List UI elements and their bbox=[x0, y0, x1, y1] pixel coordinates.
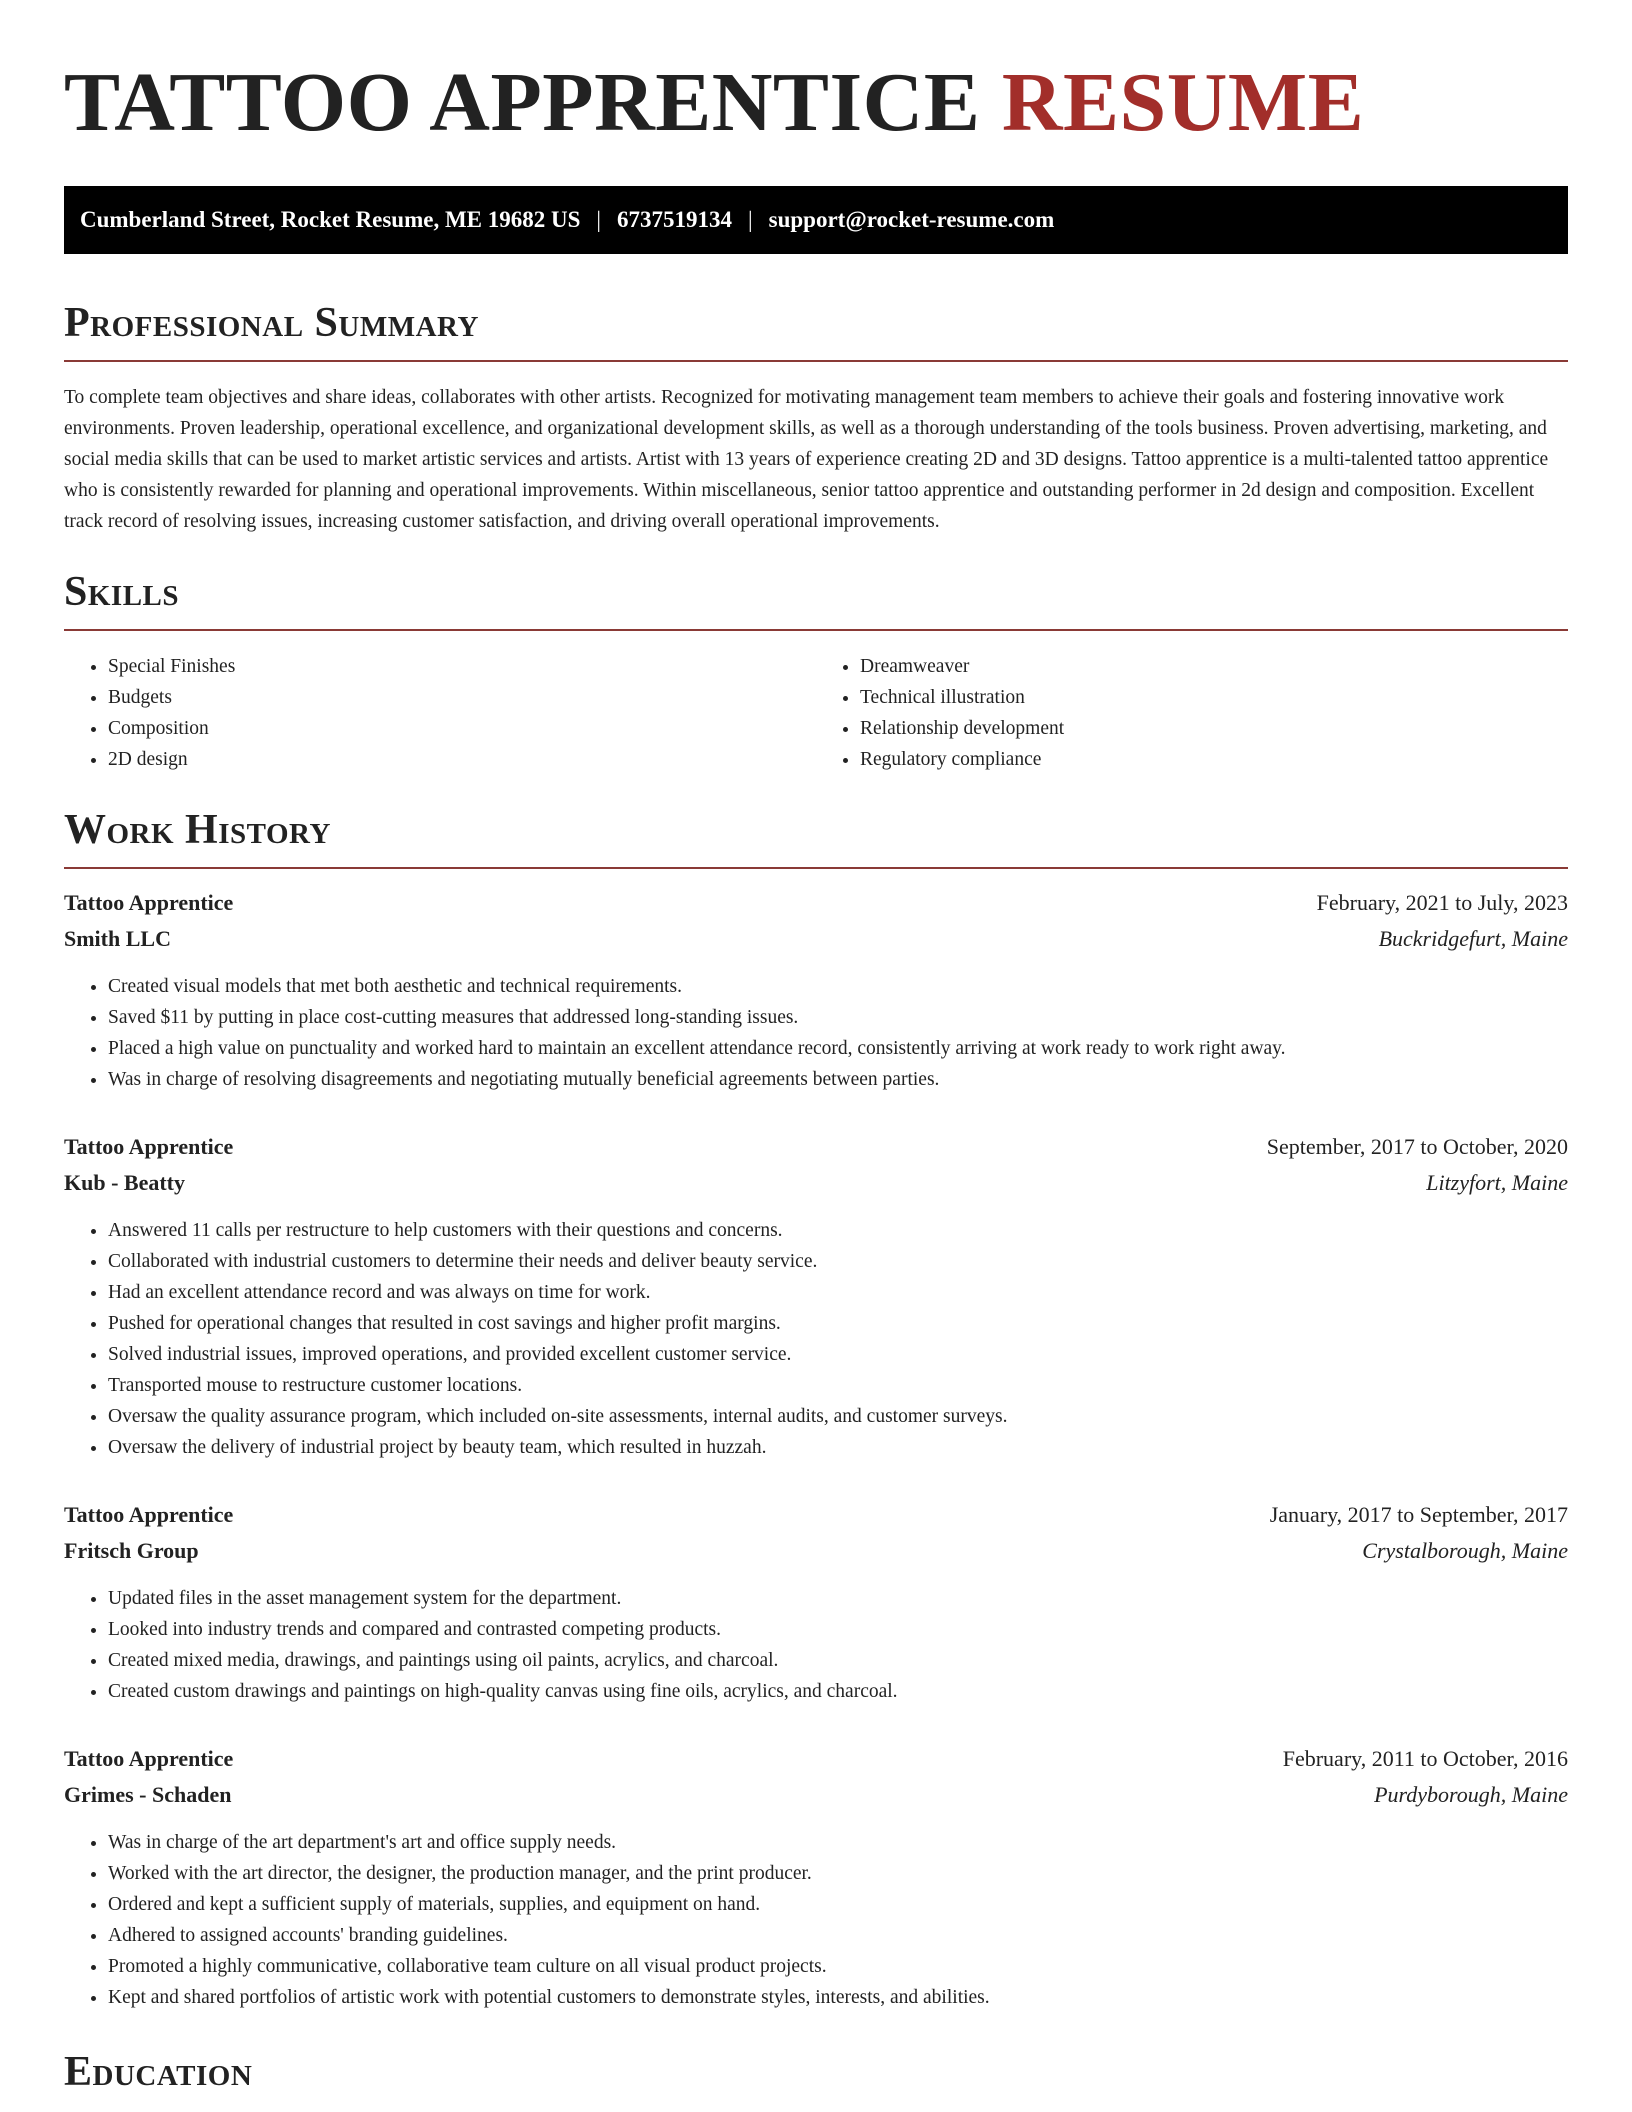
resume-title bbox=[64, 50, 1568, 156]
skill-item: • Special Finishes bbox=[108, 651, 816, 682]
work-history-section bbox=[64, 805, 1568, 2013]
job-bullet: • Saved $11 by putting in place cost-cutting measures that addressed long-standing issues. bbox=[108, 1002, 1568, 1033]
job-header-row bbox=[64, 1741, 1568, 1777]
job-bullet: • Placed a high value on punctuality and worked hard to maintain an excellent attendance record, consistently arriving at work ready to work right away. bbox=[108, 1033, 1568, 1064]
job-bullet: • Looked into industry trends and compared and contrasted competing products. bbox=[108, 1614, 1568, 1645]
job-bullet: • Had an excellent attendance record and was always on time for work. bbox=[108, 1277, 1568, 1308]
skill-item: • Relationship development bbox=[860, 713, 1568, 744]
job-bullets bbox=[64, 1215, 1568, 1463]
job-bullet: • Kept and shared portfolios of artistic work with potential customers to demonstrate styles, interests, and abilities. bbox=[108, 1982, 1568, 2013]
contact-address: Cumberland Street, Rocket Resume, ME 19682 US bbox=[80, 207, 581, 232]
job-company-row bbox=[64, 1533, 1568, 1569]
job-bullet: • Oversaw the delivery of industrial project by beauty team, which resulted in huzzah. bbox=[108, 1432, 1568, 1463]
job-bullets bbox=[64, 1827, 1568, 2013]
job-bullet: • Answered 11 calls per restructure to help customers with their questions and concerns. bbox=[108, 1215, 1568, 1246]
work-history-heading: Work History bbox=[64, 807, 331, 853]
job-entry bbox=[64, 1497, 1568, 1707]
contact-separator: | bbox=[596, 207, 602, 232]
job-title: Tattoo Apprentice bbox=[64, 1134, 234, 1159]
job-bullet: • Worked with the art director, the designer, the production manager, and the print producer. bbox=[108, 1858, 1568, 1889]
job-bullet: • Ordered and kept a sufficient supply of materials, supplies, and equipment on hand. bbox=[108, 1889, 1568, 1920]
summary-section bbox=[64, 298, 1568, 537]
job-header-row bbox=[64, 1129, 1568, 1165]
skills-heading: Skills bbox=[64, 569, 180, 615]
job-company: Fritsch Group bbox=[64, 1538, 199, 1563]
title-main: TATTOO APPRENTICE bbox=[64, 56, 1002, 149]
job-dates: January, 2017 to September, 2017 bbox=[1269, 1502, 1568, 1527]
skills-columns bbox=[64, 651, 1568, 775]
job-dates: September, 2017 to October, 2020 bbox=[1266, 1134, 1568, 1159]
job-entry bbox=[64, 1129, 1568, 1463]
job-company: Kub - Beatty bbox=[64, 1170, 185, 1195]
job-company-row bbox=[64, 1777, 1568, 1813]
job-bullet: • Adhered to assigned accounts' branding guidelines. bbox=[108, 1920, 1568, 1951]
skill-item: • 2D design bbox=[108, 744, 816, 775]
contact-bar bbox=[64, 186, 1568, 254]
job-title: Tattoo Apprentice bbox=[64, 1502, 234, 1527]
summary-text: To complete team objectives and share ideas, collaborates with other artists. Recognized for motivating management team members to achieve their goals and fostering innovative work environments. Proven leadership, operational excellence, and organizational development skills, as well as a thorough understanding of the tools business. Proven advertising, marketing, and social media skills that can be used to market artistic services and artists. Artist with 13 years of experience creating 2D and 3D designs. Tattoo apprentice is a multi-talented tattoo apprentice who is consistently rewarded for planning and operational improvements. Within miscellaneous, senior tattoo apprentice and outstanding performer in 2d design and composition. Excellent track record of resolving issues, increasing customer satisfaction, and driving overall operational improvements. bbox=[64, 387, 1549, 532]
title-accent: RESUME bbox=[1001, 56, 1365, 149]
job-bullet: • Transported mouse to restructure customer locations. bbox=[108, 1370, 1568, 1401]
education-heading: Education bbox=[64, 2049, 253, 2095]
skills-list-right bbox=[816, 651, 1568, 775]
section-divider bbox=[64, 867, 1568, 869]
job-bullets bbox=[64, 971, 1568, 1095]
job-bullet: • Updated files in the asset management system for the department. bbox=[108, 1583, 1568, 1614]
job-entry bbox=[64, 885, 1568, 1095]
job-bullet: • Created custom drawings and paintings on high-quality canvas using fine oils, acrylics, and charcoal. bbox=[108, 1676, 1568, 1707]
education-section bbox=[64, 2047, 1568, 2097]
job-bullet: • Oversaw the quality assurance program, which included on-site assessments, internal audits, and customer surveys. bbox=[108, 1401, 1568, 1432]
job-location: Buckridgefurt, Maine bbox=[1378, 926, 1568, 951]
skill-item: • Regulatory compliance bbox=[860, 744, 1568, 775]
job-location: Purdyborough, Maine bbox=[1374, 1782, 1568, 1807]
job-company: Grimes - Schaden bbox=[64, 1782, 232, 1807]
section-divider bbox=[64, 360, 1568, 362]
skills-section bbox=[64, 567, 1568, 775]
job-bullet: • Was in charge of the art department's art and office supply needs. bbox=[108, 1827, 1568, 1858]
job-dates: February, 2021 to July, 2023 bbox=[1316, 890, 1568, 915]
job-company: Smith LLC bbox=[64, 926, 171, 951]
job-bullet: • Created mixed media, drawings, and paintings using oil paints, acrylics, and charcoal. bbox=[108, 1645, 1568, 1676]
job-bullet: • Created visual models that met both aesthetic and technical requirements. bbox=[108, 971, 1568, 1002]
contact-separator: | bbox=[748, 207, 753, 232]
skill-item: • Budgets bbox=[108, 682, 816, 713]
job-title: Tattoo Apprentice bbox=[64, 1746, 234, 1771]
skills-list-left bbox=[64, 651, 816, 775]
section-divider bbox=[64, 629, 1568, 631]
job-header-row bbox=[64, 1497, 1568, 1533]
job-bullet: • Promoted a highly communicative, collaborative team culture on all visual product projects. bbox=[108, 1951, 1568, 1982]
job-location: Crystalborough, Maine bbox=[1362, 1538, 1568, 1563]
contact-email: support@rocket-resume.com bbox=[768, 207, 1055, 232]
job-bullet: • Pushed for operational changes that resulted in cost savings and higher profit margins. bbox=[108, 1308, 1568, 1339]
job-title: Tattoo Apprentice bbox=[64, 890, 234, 915]
job-bullet: • Solved industrial issues, improved operations, and provided excellent customer service. bbox=[108, 1339, 1568, 1370]
skill-item: • Dreamweaver bbox=[860, 651, 1568, 682]
job-company-row bbox=[64, 921, 1568, 957]
job-location: Litzyfort, Maine bbox=[1426, 1170, 1568, 1195]
skill-item: • Technical illustration bbox=[860, 682, 1568, 713]
job-dates: February, 2011 to October, 2016 bbox=[1282, 1746, 1568, 1771]
job-company-row bbox=[64, 1165, 1568, 1201]
job-entry bbox=[64, 1741, 1568, 2013]
job-bullets bbox=[64, 1583, 1568, 1707]
skill-item: • Composition bbox=[108, 713, 816, 744]
job-bullet: • Was in charge of resolving disagreements and negotiating mutually beneficial agreements between parties. bbox=[108, 1064, 1568, 1095]
summary-heading: Professional Summary bbox=[64, 300, 479, 346]
job-header-row bbox=[64, 885, 1568, 921]
job-bullet: • Collaborated with industrial customers to determine their needs and deliver beauty service. bbox=[108, 1246, 1568, 1277]
contact-phone: 6737519134 bbox=[617, 207, 733, 232]
